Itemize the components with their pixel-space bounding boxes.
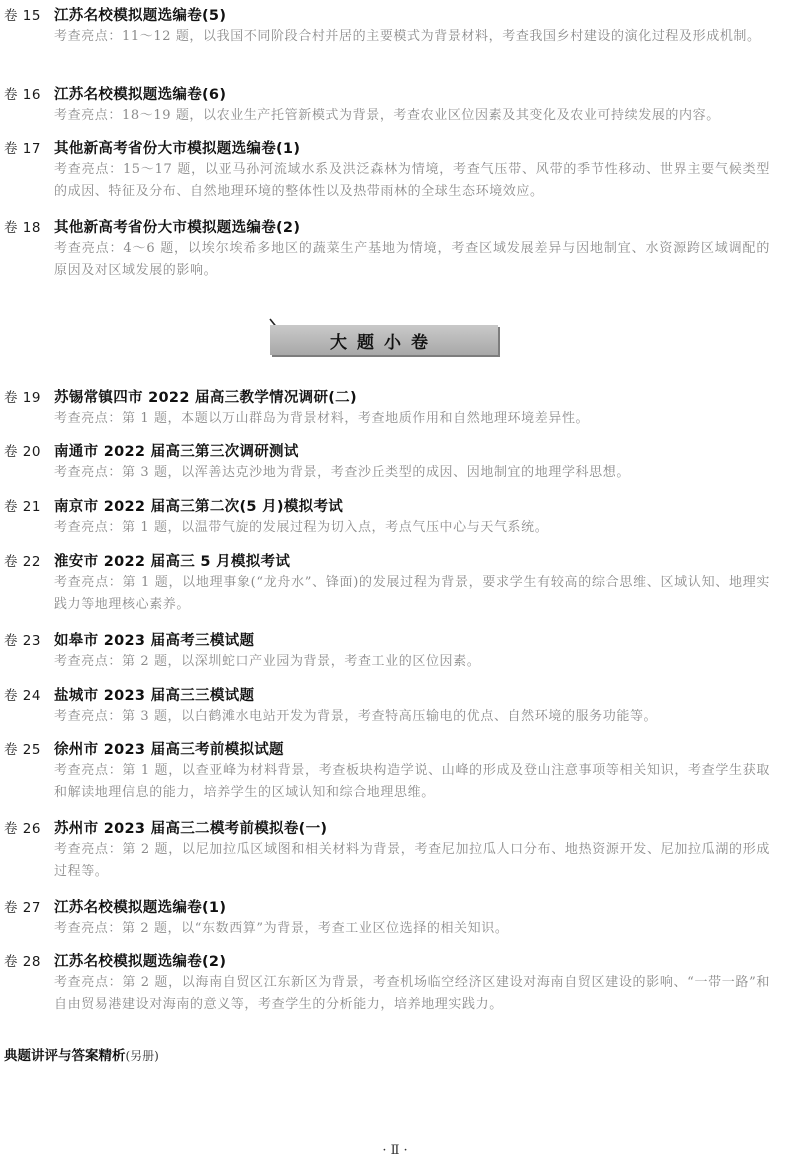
- entry-title: 苏州市 2023 届高三二模考前模拟卷(一): [54, 821, 328, 837]
- footer-sub: (另册): [125, 1049, 159, 1063]
- entry-title: 其他新高考省份大市模拟题选编卷(2): [54, 220, 301, 236]
- entry-title: 其他新高考省份大市模拟题选编卷(1): [54, 141, 301, 157]
- entry-16: [0, 83, 790, 127]
- entry-number: 卷 25: [4, 742, 41, 758]
- page-number: · Ⅱ ·: [382, 1143, 408, 1158]
- entry-title: 南京市 2022 届高三第二次(5 月)模拟考试: [54, 499, 344, 515]
- entry-23: [0, 629, 790, 673]
- entry-24: [0, 684, 790, 728]
- entry-28: [0, 950, 790, 1016]
- entry-description: 考查亮点：4～6 题，以埃尔埃希多地区的蔬菜生产基地为情境，考查区域发展差异与因地制宜、水资源跨区域调配的原因及对区域发展的影响。: [54, 241, 770, 278]
- entry-19: [0, 386, 790, 430]
- entry-number: 卷 23: [4, 633, 41, 649]
- entry-title: 如皋市 2023 届高考三模试题: [54, 633, 255, 649]
- entry-title: 江苏名校模拟题选编卷(2): [54, 954, 227, 970]
- entry-description: 考查亮点：第 2 题，以深圳蛇口产业园为背景，考查工业的区位因素。: [54, 654, 481, 669]
- entry-number: 卷 15: [4, 8, 41, 24]
- entry-18: [0, 216, 790, 282]
- entry-number: 卷 26: [4, 821, 41, 837]
- entry-title: 苏锡常镇四市 2022 届高三教学情况调研(二): [54, 390, 357, 406]
- entry-15: [0, 4, 790, 48]
- entry-20: [0, 440, 790, 484]
- entry-title: 江苏名校模拟题选编卷(5): [54, 8, 227, 24]
- entry-25: [0, 738, 790, 804]
- entry-26: [0, 817, 790, 883]
- entry-description: 考查亮点：15～17 题，以亚马孙河流域水系及洪泛森林为情境，考查气压带、风带的季节性移动、世界主要气候类型的成因、特征及分布、自然地理环境的整体性以及热带雨林的全球生态环境效应。: [54, 162, 770, 199]
- entry-description: 考查亮点：第 3 题，以白鹤滩水电站开发为背景，考查特高压输电的优点、自然环境的服务功能等。: [54, 709, 658, 724]
- entry-description: 考查亮点：18～19 题，以农业生产托管新模式为背景，考查农业区位因素及其变化及农业可持续发展的内容。: [54, 108, 720, 123]
- entry-number: 卷 20: [4, 444, 41, 460]
- entry-number: 卷 19: [4, 390, 41, 406]
- entry-number: 卷 18: [4, 220, 41, 236]
- footer-note: [4, 1044, 159, 1064]
- section-banner: [270, 325, 498, 355]
- entry-description: 考查亮点：11～12 题，以我国不同阶段合村并居的主要模式为背景材料，考查我国乡村建设的演化过程及形成机制。: [54, 29, 761, 44]
- entry-description: 考查亮点：第 2 题，以“东数西算”为背景，考查工业区位选择的相关知识。: [54, 921, 509, 936]
- entry-description: 考查亮点：第 1 题，以温带气旋的发展过程为切入点，考点气压中心与天气系统。: [54, 520, 549, 535]
- entry-number: 卷 17: [4, 141, 41, 157]
- entry-number: 卷 22: [4, 554, 41, 570]
- entry-number: 卷 21: [4, 499, 41, 515]
- entry-description: 考查亮点：第 2 题，以海南自贸区江东新区为背景，考查机场临空经济区建设对海南自贸区建设的影响、“一带一路”和自由贸易港建设对海南的意义等，考查学生的分析能力，培养地理实践力。: [54, 975, 770, 1012]
- entry-22: [0, 550, 790, 616]
- entry-title: 江苏名校模拟题选编卷(1): [54, 900, 227, 916]
- entry-17: [0, 137, 790, 203]
- entry-title: 淮安市 2022 届高三 5 月模拟考试: [54, 554, 291, 570]
- entry-27: [0, 896, 790, 940]
- entry-title: 江苏名校模拟题选编卷(6): [54, 87, 227, 103]
- entry-title: 南通市 2022 届高三第三次调研测试: [54, 444, 299, 460]
- footer-main: 典题讲评与答案精析: [4, 1048, 126, 1064]
- entry-description: 考查亮点：第 1 题，本题以万山群岛为背景材料，考查地质作用和自然地理环境差异性。: [54, 411, 590, 426]
- entry-number: 卷 24: [4, 688, 41, 704]
- entry-title: 盐城市 2023 届高三三模试题: [54, 688, 255, 704]
- entry-description: 考查亮点：第 2 题，以尼加拉瓜区域图和相关材料为背景，考查尼加拉瓜人口分布、地热资源开发、尼加拉瓜湖的形成过程等。: [54, 842, 770, 879]
- entry-title: 徐州市 2023 届高三考前模拟试题: [54, 742, 284, 758]
- entry-number: 卷 27: [4, 900, 41, 916]
- entry-number: 卷 16: [4, 87, 41, 103]
- entry-description: 考查亮点：第 1 题，以地理事象(“龙舟水”、锋面)的发展过程为背景，要求学生有较高的综合思维、区域认知、地理实践力等地理核心素养。: [54, 575, 770, 612]
- entry-21: [0, 495, 790, 539]
- entry-description: 考查亮点：第 1 题，以查亚峰为材料背景，考查板块构造学说、山峰的形成及登山注意事项等相关知识，考查学生获取和解读地理信息的能力，培养学生的区域认知和综合地理思维。: [54, 763, 770, 800]
- entry-number: 卷 28: [4, 954, 41, 970]
- entry-description: 考查亮点：第 3 题，以浑善达克沙地为背景，考查沙丘类型的成因、因地制宜的地理学科思想。: [54, 465, 630, 480]
- section-banner-title: 大题小卷: [330, 332, 438, 353]
